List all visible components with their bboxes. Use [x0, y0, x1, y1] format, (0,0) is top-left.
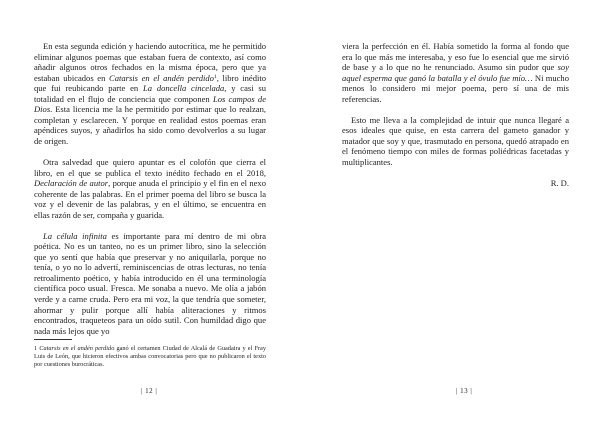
paragraph-3: La célula infinita es importante para mí dentro de mi obra poética. No es un tanteo, no es un primer libro, sino la selección que yo sentí que había que preservar y no aniquilarla, porque no tenía, o yo no lo advertí, reminiscencias de otras lecturas, no tenía retroalimento poético, y había introducido en él una terminología científica poco usual. Fresca. Me sonaba a nuevo. Me olía a jabón verde y a carne cruda. Pero era mi voz, la que tendría que someter, ahormar y pulir porque allí había aliteraciones y ritmos encontrados, traqueteos para un oído sutil. Con humildad digo que nada más lejos que yo [34, 230, 266, 336]
paragraph-2: Otra salvedad que quiero apuntar es el colofón que cierra el libro, en el que se publica el texto inédito fechado en el 2018, Declaración de autor, porque anuda el principio y el fin en el nexo coherente de las palabras. En el primer poema del libro se busca la voz y el devenir de las palabras, y en el último, se encuentra en ellas razón de ser, compaña y guarida. [34, 156, 266, 220]
paragraph-4: Esto me lleva a la complejidad de intuir que nunca llegaré a esos ideales que quise, en esta carrera del gameto ganador y matador que soy y que, trasmutado en persona, quedó atrapado en el fenómeno tiempo con miles de formas poliédricas facetadas y multiplicantes. [342, 114, 569, 167]
poem-quote: soy aquel esperma que ganó la batalla y el óvulo fue mío… [342, 62, 569, 83]
paragraph-1: En esta segunda edición y haciendo autocrítica, me he permitido eliminar algunos poemas que estaban fuera de contexto, así como añadir algunos otros fechados en la misma época, pero que ya estaban ubicados en Catarsis en el andén perdido$^1$, libro inédito que fui reubicando parte en La doncella cincelada, y casi su totalidad en el flujo de conciencia que componen Los campos de Dios. Esta licencia me la he permitido por estimar que lo realzan, completan y esclarecen. Y porque en realidad estos poemas eran apéndices suyos, y añadirlos ha sido como devolverlos a su lugar de origen. [34, 41, 266, 146]
signature: R. D. [550, 178, 569, 189]
footnote [34, 345, 266, 369]
book-title: La célula infinita [43, 230, 107, 241]
footnote-text: ganó el certamen Ciudad de Alcalá de Guadaira y el Fray Luis de León, que hicieron efectivos ambas convocatorias pero que no publicaron el texto por cuestiones burocráticas. [34, 345, 266, 369]
footnote-title: Catarsis en el andén perdido [39, 345, 115, 352]
paragraph-continued: viera la perfección en él. Había sometido la forma al fondo que era lo que más me interesaba, y eso fue lo esencial que me sirvió de base y a lo que no he renunciado. Asumo sin pudor que soy aquel esperma que ganó la batalla y el óvulo fue mío… Ni mucho menos lo considero mi mejor poema, pero sí una de mis referencias. [342, 41, 569, 104]
left-page-body [34, 41, 266, 336]
page-number: | 13 | [456, 387, 473, 395]
footnote-ref: 1 [213, 73, 217, 80]
right-page-body [342, 41, 569, 189]
book-title: Declaración de autor [34, 178, 109, 189]
book-title: Catarsis en el andén perdido [109, 72, 214, 83]
footnote-number: 1 [34, 345, 38, 352]
page-number: | 12 | [141, 387, 158, 395]
book-title: Los campos de Dios [34, 93, 266, 115]
footnote-rule [34, 339, 72, 340]
right-page [300, 0, 600, 425]
book-title: La doncella cincelada [142, 83, 225, 94]
